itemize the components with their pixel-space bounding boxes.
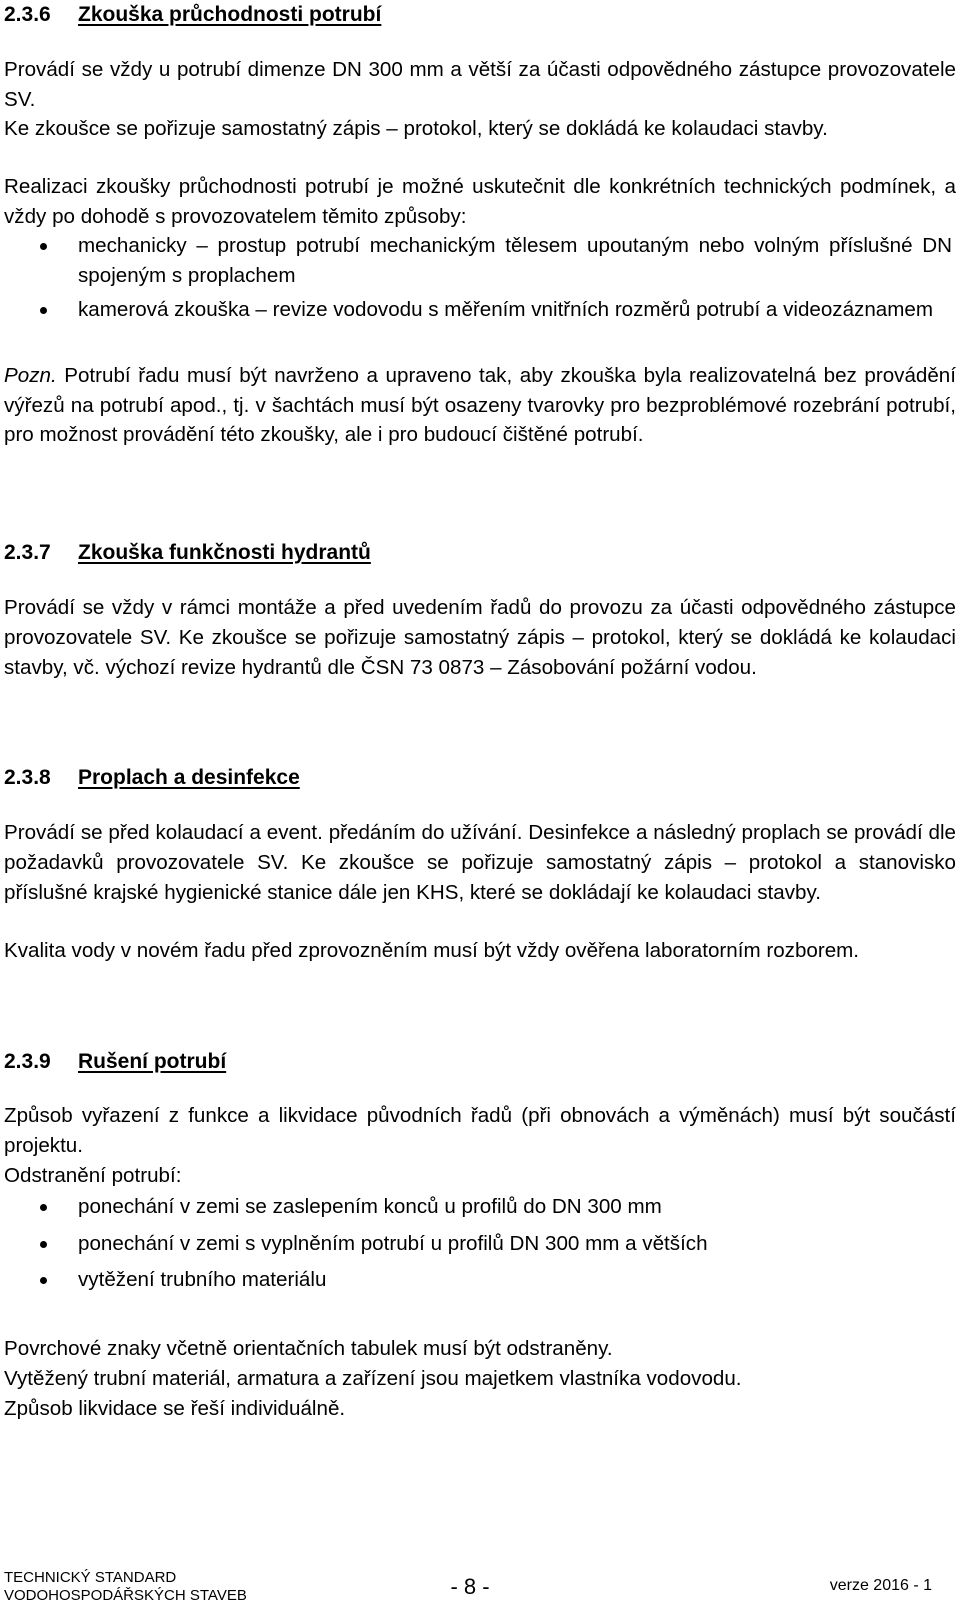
paragraph: Vytěžený trubní materiál, armatura a zařízení jsou majetkem vlastníka vodovodu. xyxy=(4,1367,742,1390)
paragraph: Provádí se vždy u potrubí dimenze DN 300 mm a větší za účasti odpovědného zástupce provozovatele SV. xyxy=(4,58,956,111)
note-paragraph xyxy=(4,361,956,450)
list-item xyxy=(0,231,952,290)
list-item-text: kamerová zkouška – revize vodovodu s měřením vnitřních rozměrů potrubí a videozáznamem xyxy=(78,298,934,321)
bullet-icon xyxy=(40,307,47,314)
paragraph: Způsob likvidace se řeší individuálně. xyxy=(4,1397,346,1420)
paragraph: Povrchové znaky včetně orientačních tabulek musí být odstraněny. xyxy=(4,1337,613,1360)
list-item-text: mechanicky – prostup potrubí mechanickým tělesem upoutaným nebo volným příslušné DN spojeným s proplachem xyxy=(78,234,952,287)
section-heading-2-3-8 xyxy=(4,765,300,791)
bullet-list xyxy=(0,1192,960,1295)
paragraph: Realizaci zkoušky průchodnosti potrubí je možné uskutečnit dle konkrétních technických podmínek, a vždy po dohodě s provozovatelem těmito způsoby: xyxy=(4,175,956,228)
paragraph: Způsob vyřazení z funkce a likvidace původních řadů (při obnovách a výměnách) musí být součástí projektu. xyxy=(4,1104,956,1157)
section-number: 2.3.9 xyxy=(4,1050,51,1073)
page-number: - 8 - xyxy=(450,1574,490,1599)
list-item-text: ponechání v zemi s vyplněním potrubí u profilů DN 300 mm a větších xyxy=(78,1231,708,1255)
paragraph: Kvalita vody v novém řadu před zprovozněním musí být vždy ověřena laboratorním rozborem. xyxy=(4,939,860,962)
section-number: 2.3.7 xyxy=(4,541,51,564)
footer-publication-name xyxy=(4,1569,247,1605)
list-item xyxy=(0,1192,952,1222)
note-label: Pozn. xyxy=(4,364,57,387)
section-title: Proplach a desinfekce xyxy=(78,766,300,789)
section-number: 2.3.8 xyxy=(4,766,51,789)
bullet-icon xyxy=(40,1277,47,1284)
paragraph: Odstranění potrubí: xyxy=(4,1164,182,1187)
list-item xyxy=(0,1229,952,1259)
section-heading-2-3-7 xyxy=(4,540,371,566)
bullet-icon xyxy=(40,1241,47,1248)
section-number: 2.3.6 xyxy=(4,3,51,26)
paragraph: Provádí se vždy v rámci montáže a před uvedením řadů do provozu za účasti odpovědného zástupce provozovatele SV. Ke zkoušce se pořizuje samostatný zápis – protokol, který se dokládá ke kolaudaci stavby, vč. výchozí revize hydrantů dle ČSN 73 0873 – Zásobování požární vodou. xyxy=(4,596,956,679)
paragraph: Ke zkoušce se pořizuje samostatný zápis – protokol, který se dokládá ke kolaudaci stavby. xyxy=(4,117,828,140)
list-item xyxy=(0,295,952,325)
bullet-list xyxy=(0,231,960,325)
footer-version: verze 2016 - 1 xyxy=(829,1577,932,1594)
footer-line: VODOHOSPODÁŘSKÝCH STAVEB xyxy=(4,1587,247,1604)
section-heading-2-3-6 xyxy=(4,2,381,28)
bullet-icon xyxy=(40,243,47,250)
section-title: Zkouška funkčnosti hydrantů xyxy=(78,541,371,564)
list-item xyxy=(0,1265,952,1295)
note-text: Potrubí řadu musí být navrženo a upraveno tak, aby zkouška byla realizovatelná bez provádění výřezů na potrubí apod., tj. v šachtách musí být osazeny tvarovky pro bezproblémové rozebrání potrubí, pro možnost provádění této zkoušky, ale i pro budoucí čištěné potrubí. xyxy=(4,364,956,446)
paragraph: Provádí se před kolaudací a event. předáním do užívání. Desinfekce a následný proplach se provádí dle požadavků provozovatele SV. Ke zkoušce se pořizuje samostatný zápis – protokol a stanovisko příslušné krajské hygienické stanice dále jen KHS, které se dokládají ke kolaudaci stavby. xyxy=(4,821,956,904)
bullet-icon xyxy=(40,1204,47,1211)
section-title: Zkouška průchodnosti potrubí xyxy=(78,3,382,26)
section-heading-2-3-9 xyxy=(4,1049,226,1075)
list-item-text: ponechání v zemi se zaslepením konců u profilů do DN 300 mm xyxy=(78,1195,662,1218)
footer-line: TECHNICKÝ STANDARD xyxy=(4,1569,177,1586)
section-title: Rušení potrubí xyxy=(78,1050,227,1073)
list-item-text: vytěžení trubního materiálu xyxy=(78,1268,327,1291)
